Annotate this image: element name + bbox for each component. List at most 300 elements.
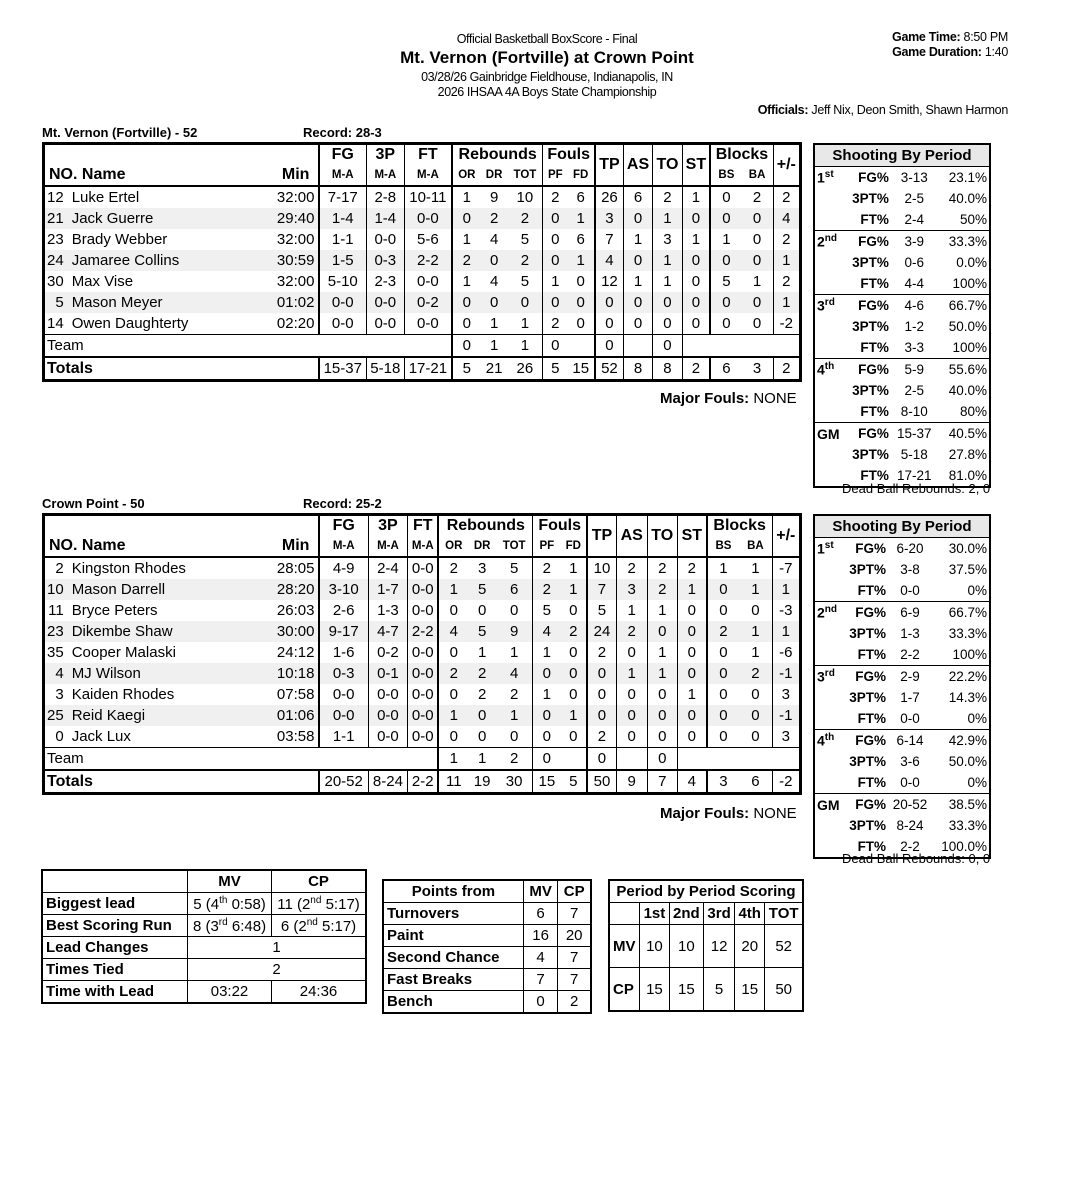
period-3pt-row — [814, 252, 990, 273]
player-tot: 2 — [507, 208, 542, 229]
totals-plus-minus: 2 — [773, 357, 800, 381]
ft-label: FT% — [860, 212, 889, 227]
player-ba: 0 — [742, 313, 774, 335]
period-ft-pct: 100% — [952, 276, 987, 291]
player-row — [44, 579, 801, 600]
ft-label: FT% — [860, 404, 889, 419]
player-plus-minus: 1 — [773, 250, 800, 271]
player-tp: 12 — [595, 271, 623, 292]
period-fg: 6-9 — [888, 602, 932, 624]
player-pf: 2 — [543, 313, 568, 335]
period-fg-row — [814, 730, 990, 752]
col-tp: TP — [587, 515, 616, 558]
player-row — [44, 208, 801, 229]
player-fg: 0-0 — [319, 313, 367, 335]
totals-pf: 15 — [533, 770, 561, 794]
player-ft: 0-0 — [408, 579, 439, 600]
player-st: 0 — [682, 292, 710, 313]
stat-cp: 24:36 — [272, 981, 366, 1004]
period-3pt-pct: 0.0% — [956, 255, 987, 270]
player-dr: 0 — [481, 292, 508, 313]
player-ft: 0-0 — [408, 726, 439, 748]
fg-label: FG% — [842, 359, 891, 381]
totals-dr: 21 — [481, 357, 508, 381]
col-blocks: Blocks — [710, 144, 773, 166]
totals-plus-minus: -2 — [772, 770, 800, 794]
player-row — [44, 313, 801, 335]
player-bs: 0 — [710, 186, 741, 208]
player-name: Kaiden Rhodes — [70, 684, 274, 705]
team-to: 0 — [653, 335, 682, 358]
player-tot: 1 — [507, 313, 542, 335]
player-tp: 0 — [587, 705, 616, 726]
period-label: 4th — [814, 359, 842, 381]
period-ft-row — [814, 401, 990, 423]
player-fd: 0 — [560, 726, 587, 748]
player-to: 0 — [647, 705, 677, 726]
player-pf: 0 — [543, 229, 568, 250]
player-st: 1 — [682, 186, 710, 208]
col-ma: M-A — [404, 165, 452, 186]
player-fd: 1 — [560, 579, 587, 600]
player-dr: 9 — [481, 186, 508, 208]
player-to: 0 — [653, 292, 682, 313]
col-bs: BS — [710, 165, 741, 186]
player-pf: 1 — [533, 684, 561, 705]
player-as: 2 — [616, 621, 647, 642]
player-ba: 0 — [739, 600, 772, 621]
period-fg: 6-14 — [888, 730, 932, 752]
player-ba: 0 — [742, 208, 774, 229]
player-tot: 5 — [507, 271, 542, 292]
period-ft: 17-21 — [896, 468, 932, 483]
period-3pt-pct: 40.0% — [948, 191, 987, 206]
player-tp: 2 — [587, 642, 616, 663]
points-cp: 2 — [558, 991, 591, 1014]
player-tp: 7 — [587, 579, 616, 600]
team-or: 0 — [452, 335, 481, 358]
player-fg: 1-4 — [319, 208, 367, 229]
player-3p: 1-3 — [368, 600, 408, 621]
period-ft-pct: 80% — [959, 404, 987, 419]
totals-as: 8 — [623, 357, 653, 381]
col-as: AS — [616, 515, 647, 558]
period-3pt-row — [814, 380, 990, 401]
points-cp: 7 — [558, 903, 591, 925]
player-tp: 2 — [587, 726, 616, 748]
col-st: ST — [682, 144, 710, 187]
col-pf: PF — [533, 536, 561, 557]
points-from-row — [383, 903, 591, 925]
player-name: Jack Guerre — [70, 208, 274, 229]
player-tp: 3 — [595, 208, 623, 229]
player-pf: 0 — [533, 726, 561, 748]
team-pf: 0 — [533, 748, 561, 771]
game-title: Mt. Vernon (Fortville) at Crown Point — [400, 48, 694, 67]
player-plus-minus: -3 — [772, 600, 800, 621]
player-fd: 0 — [567, 313, 595, 335]
player-fg: 0-0 — [319, 705, 368, 726]
dead-ball-rebounds: Dead Ball Rebounds: 0, 0 — [842, 851, 991, 866]
player-st: 0 — [677, 600, 706, 621]
player-pf: 1 — [533, 642, 561, 663]
player-to: 0 — [647, 684, 677, 705]
period-fg: 2-9 — [888, 666, 932, 688]
fg-label: FG% — [855, 541, 887, 556]
period-fg: 15-37 — [891, 423, 938, 445]
player-number: 11 — [44, 600, 70, 621]
points-mv: 4 — [523, 947, 557, 969]
period-ft: 0-0 — [900, 711, 920, 726]
period-label: 1st — [817, 169, 834, 186]
col-to: TO — [647, 515, 677, 558]
player-minutes: 28:05 — [274, 557, 319, 579]
player-bs: 0 — [707, 663, 740, 684]
period-header: 2nd — [669, 903, 703, 925]
period-fg-row — [814, 538, 990, 560]
period-fg: 5-9 — [891, 359, 938, 381]
period-ft-row — [814, 708, 990, 730]
player-st: 1 — [677, 579, 706, 600]
totals-row — [44, 770, 801, 794]
player-dr: 2 — [468, 684, 496, 705]
player-fg: 5-10 — [319, 271, 367, 292]
player-name: Dikembe Shaw — [70, 621, 274, 642]
player-number: 23 — [44, 229, 70, 250]
period-scoring-title: Period by Period Scoring — [609, 880, 803, 903]
player-dr: 0 — [481, 250, 508, 271]
col-dr: DR — [485, 169, 503, 181]
col-ba: BA — [748, 169, 766, 181]
period-scoring-row — [609, 968, 803, 1012]
period-label: 1st — [817, 540, 834, 557]
player-st: 0 — [677, 642, 706, 663]
player-or: 0 — [452, 292, 481, 313]
team-abbrev: CP — [609, 968, 640, 1012]
period-header: TOT — [765, 903, 803, 925]
player-st: 2 — [677, 557, 706, 579]
player-dr: 3 — [468, 557, 496, 579]
col-ma: M-A — [319, 536, 368, 557]
3pt-label: 3PT% — [849, 818, 887, 833]
player-number: 2 — [44, 557, 70, 579]
player-pf: 0 — [543, 208, 568, 229]
points-mv: 16 — [523, 925, 557, 947]
player-number: 5 — [44, 292, 70, 313]
player-st: 0 — [677, 621, 706, 642]
team-or: 1 — [438, 748, 468, 771]
dead-ball-rebounds: Dead Ball Rebounds: 2, 0 — [842, 481, 991, 496]
player-ba: 1 — [739, 557, 772, 579]
player-name: Mason Meyer — [70, 292, 274, 313]
stat-label: Lead Changes — [42, 937, 188, 959]
player-fd: 6 — [567, 186, 595, 208]
player-name: Brady Webber — [70, 229, 274, 250]
player-or: 1 — [438, 705, 468, 726]
player-tp: 7 — [595, 229, 623, 250]
player-tp: 0 — [595, 292, 623, 313]
player-plus-minus: 1 — [772, 579, 800, 600]
period-label: 2nd — [814, 602, 842, 624]
team-tot: 1 — [507, 335, 542, 358]
player-fd: 6 — [567, 229, 595, 250]
player-3p: 0-2 — [368, 642, 408, 663]
col-pf: PF — [543, 165, 568, 186]
team-dr: 1 — [481, 335, 508, 358]
player-pf: 1 — [543, 271, 568, 292]
mv-header: MV — [188, 870, 272, 893]
col-ma: M-A — [319, 165, 367, 186]
player-st: 0 — [682, 250, 710, 271]
player-tot: 5 — [507, 229, 542, 250]
player-minutes: 07:58 — [274, 684, 319, 705]
player-number: 23 — [44, 621, 70, 642]
totals-fg: 20-52 — [319, 770, 368, 794]
box-score-table — [42, 142, 802, 382]
period-fg-pct: 66.7% — [932, 602, 990, 624]
period-scoring-table — [608, 879, 804, 1012]
player-ba: 0 — [739, 684, 772, 705]
col-fg: FG — [319, 515, 368, 537]
period-label: GM — [814, 423, 842, 445]
team-row-label: Team — [44, 335, 319, 358]
player-3p: 0-0 — [368, 684, 408, 705]
period-ft-pct: 0% — [967, 775, 987, 790]
period-score: 15 — [640, 968, 669, 1012]
player-to: 3 — [653, 229, 682, 250]
player-as: 3 — [616, 579, 647, 600]
totals-or: 5 — [452, 357, 481, 381]
player-tp: 5 — [587, 600, 616, 621]
player-name: Mason Darrell — [70, 579, 274, 600]
player-ft: 2-2 — [404, 250, 452, 271]
player-st: 1 — [677, 684, 706, 705]
shooting-title: Shooting By Period — [814, 515, 990, 538]
player-number: 12 — [44, 186, 70, 208]
player-3p: 0-0 — [368, 705, 408, 726]
points-mv: 7 — [523, 969, 557, 991]
period-3pt: 0-6 — [904, 255, 924, 270]
period-3pt-row — [814, 316, 990, 337]
totals-bs: 3 — [707, 770, 740, 794]
period-ft: 8-10 — [900, 404, 928, 419]
player-or: 0 — [452, 208, 481, 229]
period-score: 15 — [735, 968, 765, 1012]
totals-fd: 15 — [567, 357, 595, 381]
mv-header: MV — [523, 880, 557, 903]
player-st: 0 — [682, 313, 710, 335]
fg-label: FG% — [842, 666, 889, 688]
player-ba: 0 — [739, 726, 772, 748]
game-date-venue: 03/28/26 Gainbridge Fieldhouse, Indianapolis, IN — [421, 70, 673, 84]
player-or: 0 — [438, 600, 468, 621]
team-tp: 0 — [595, 335, 623, 358]
player-dr: 5 — [468, 579, 496, 600]
player-3p: 2-3 — [366, 271, 404, 292]
player-to: 2 — [653, 186, 682, 208]
player-tot: 6 — [496, 579, 533, 600]
report-type: Official Basketball BoxScore - Final — [456, 32, 638, 46]
player-to: 1 — [647, 663, 677, 684]
fg-label: FG% — [842, 602, 889, 624]
player-or: 1 — [452, 229, 481, 250]
player-pf: 2 — [533, 557, 561, 579]
col-min: Min — [281, 537, 310, 554]
fg-label: FG% — [842, 295, 891, 317]
period-ft: 2-2 — [900, 839, 920, 854]
ft-label: FT% — [860, 468, 889, 483]
period-fg-pct: 30.0% — [948, 541, 987, 556]
col-tot: TOT — [513, 169, 537, 181]
player-name: Jamaree Collins — [70, 250, 274, 271]
stat-mv: 8 (3rd 6:48) — [188, 915, 272, 937]
period-3pt-row — [814, 444, 990, 465]
period-label: 3rd — [814, 295, 842, 317]
lead-changes-value: 1 — [188, 937, 367, 959]
player-row — [44, 292, 801, 313]
period-score: 12 — [704, 925, 735, 968]
3pt-label: 3PT% — [852, 255, 889, 270]
team-to: 0 — [647, 748, 677, 771]
player-ft: 5-6 — [404, 229, 452, 250]
player-number: 10 — [44, 579, 70, 600]
points-from-table — [382, 879, 592, 1014]
player-minutes: 32:00 — [274, 186, 319, 208]
player-fd: 1 — [560, 705, 587, 726]
totals-fd: 5 — [560, 770, 587, 794]
team-record: Record: 28-3 — [303, 125, 382, 140]
player-pf: 4 — [533, 621, 561, 642]
player-minutes: 30:59 — [274, 250, 319, 271]
game-duration: Game Duration: 1:40 — [892, 45, 1008, 59]
totals-st: 2 — [682, 357, 710, 381]
player-plus-minus: -1 — [772, 705, 800, 726]
col-bs: BS — [707, 536, 740, 557]
stat-cp: 6 (2nd 5:17) — [272, 915, 366, 937]
player-bs: 0 — [710, 250, 741, 271]
player-3p: 0-1 — [368, 663, 408, 684]
player-tot: 1 — [496, 705, 533, 726]
player-bs: 0 — [710, 313, 741, 335]
player-as: 1 — [623, 229, 653, 250]
fg-label: FG% — [842, 730, 889, 752]
player-st: 0 — [682, 208, 710, 229]
header-row — [44, 515, 801, 537]
period-3pt-pct: 33.3% — [948, 626, 987, 641]
player-bs: 0 — [710, 208, 741, 229]
player-tp: 26 — [595, 186, 623, 208]
player-or: 1 — [452, 186, 481, 208]
player-tot: 4 — [496, 663, 533, 684]
player-st: 0 — [677, 663, 706, 684]
player-minutes: 02:20 — [274, 313, 319, 335]
period-3pt-pct: 50.0% — [948, 754, 987, 769]
period-label: 2nd — [814, 231, 842, 253]
team-row — [44, 748, 801, 771]
player-row — [44, 250, 801, 271]
player-to: 1 — [647, 600, 677, 621]
player-st: 0 — [677, 705, 706, 726]
player-minutes: 32:00 — [274, 229, 319, 250]
period-fg: 20-52 — [888, 794, 932, 816]
player-name: Reid Kaegi — [70, 705, 274, 726]
major-fouls: Major Fouls: NONE — [660, 390, 797, 407]
player-tot: 2 — [496, 684, 533, 705]
player-minutes: 26:03 — [274, 600, 319, 621]
player-dr: 0 — [468, 705, 496, 726]
col-3p: 3P — [366, 144, 404, 166]
player-number: 25 — [44, 705, 70, 726]
ft-label: FT% — [860, 276, 889, 291]
player-plus-minus: 2 — [773, 186, 800, 208]
player-fg: 9-17 — [319, 621, 368, 642]
player-bs: 1 — [710, 229, 741, 250]
ft-label: FT% — [857, 839, 887, 854]
period-fg: 3-9 — [891, 231, 938, 253]
player-tp: 0 — [587, 684, 616, 705]
player-3p: 1-4 — [366, 208, 404, 229]
stat-label: Time with Lead — [42, 981, 188, 1004]
player-row — [44, 186, 801, 208]
period-fg-row — [814, 794, 990, 816]
player-row — [44, 557, 801, 579]
team-name-score: Mt. Vernon (Fortville) - 52 — [42, 125, 198, 140]
player-name: MJ Wilson — [70, 663, 274, 684]
player-dr: 1 — [468, 642, 496, 663]
shooting-by-period-table — [813, 143, 991, 488]
player-minutes: 32:00 — [274, 271, 319, 292]
player-ft: 0-0 — [404, 271, 452, 292]
player-ba: 1 — [739, 642, 772, 663]
player-3p: 0-0 — [366, 229, 404, 250]
player-dr: 2 — [468, 663, 496, 684]
player-bs: 0 — [707, 579, 740, 600]
period-label: 3rd — [814, 666, 842, 688]
period-ft: 4-4 — [904, 276, 924, 291]
points-from-row — [383, 991, 591, 1014]
period-fg-pct: 55.6% — [938, 359, 990, 381]
player-plus-minus: 3 — [772, 684, 800, 705]
player-pf: 2 — [533, 579, 561, 600]
shooting-title: Shooting By Period — [814, 144, 990, 167]
player-plus-minus: -2 — [773, 313, 800, 335]
totals-fg: 15-37 — [319, 357, 367, 381]
player-dr: 4 — [481, 229, 508, 250]
player-plus-minus: 2 — [773, 229, 800, 250]
player-name: Owen Daughterty — [70, 313, 274, 335]
stat-label: Biggest lead — [42, 893, 188, 915]
col-no-name: NO. Name — [49, 537, 126, 554]
period-fg-pct: 23.1% — [948, 170, 987, 185]
fg-label: FG% — [842, 423, 891, 445]
player-number: 30 — [44, 271, 70, 292]
shooting-by-period-table — [813, 514, 991, 859]
col-fouls: Fouls — [533, 515, 587, 537]
period-fg-row — [814, 602, 990, 624]
player-fd: 1 — [567, 250, 595, 271]
period-label: GM — [814, 794, 842, 816]
player-minutes: 29:40 — [274, 208, 319, 229]
player-bs: 1 — [707, 557, 740, 579]
period-3pt-pct: 27.8% — [948, 447, 987, 462]
player-to: 0 — [647, 621, 677, 642]
player-ft: 0-0 — [404, 208, 452, 229]
player-tot: 5 — [496, 557, 533, 579]
player-or: 1 — [438, 579, 468, 600]
player-3p: 1-7 — [368, 579, 408, 600]
col-ma: M-A — [366, 165, 404, 186]
player-name: Max Vise — [70, 271, 274, 292]
